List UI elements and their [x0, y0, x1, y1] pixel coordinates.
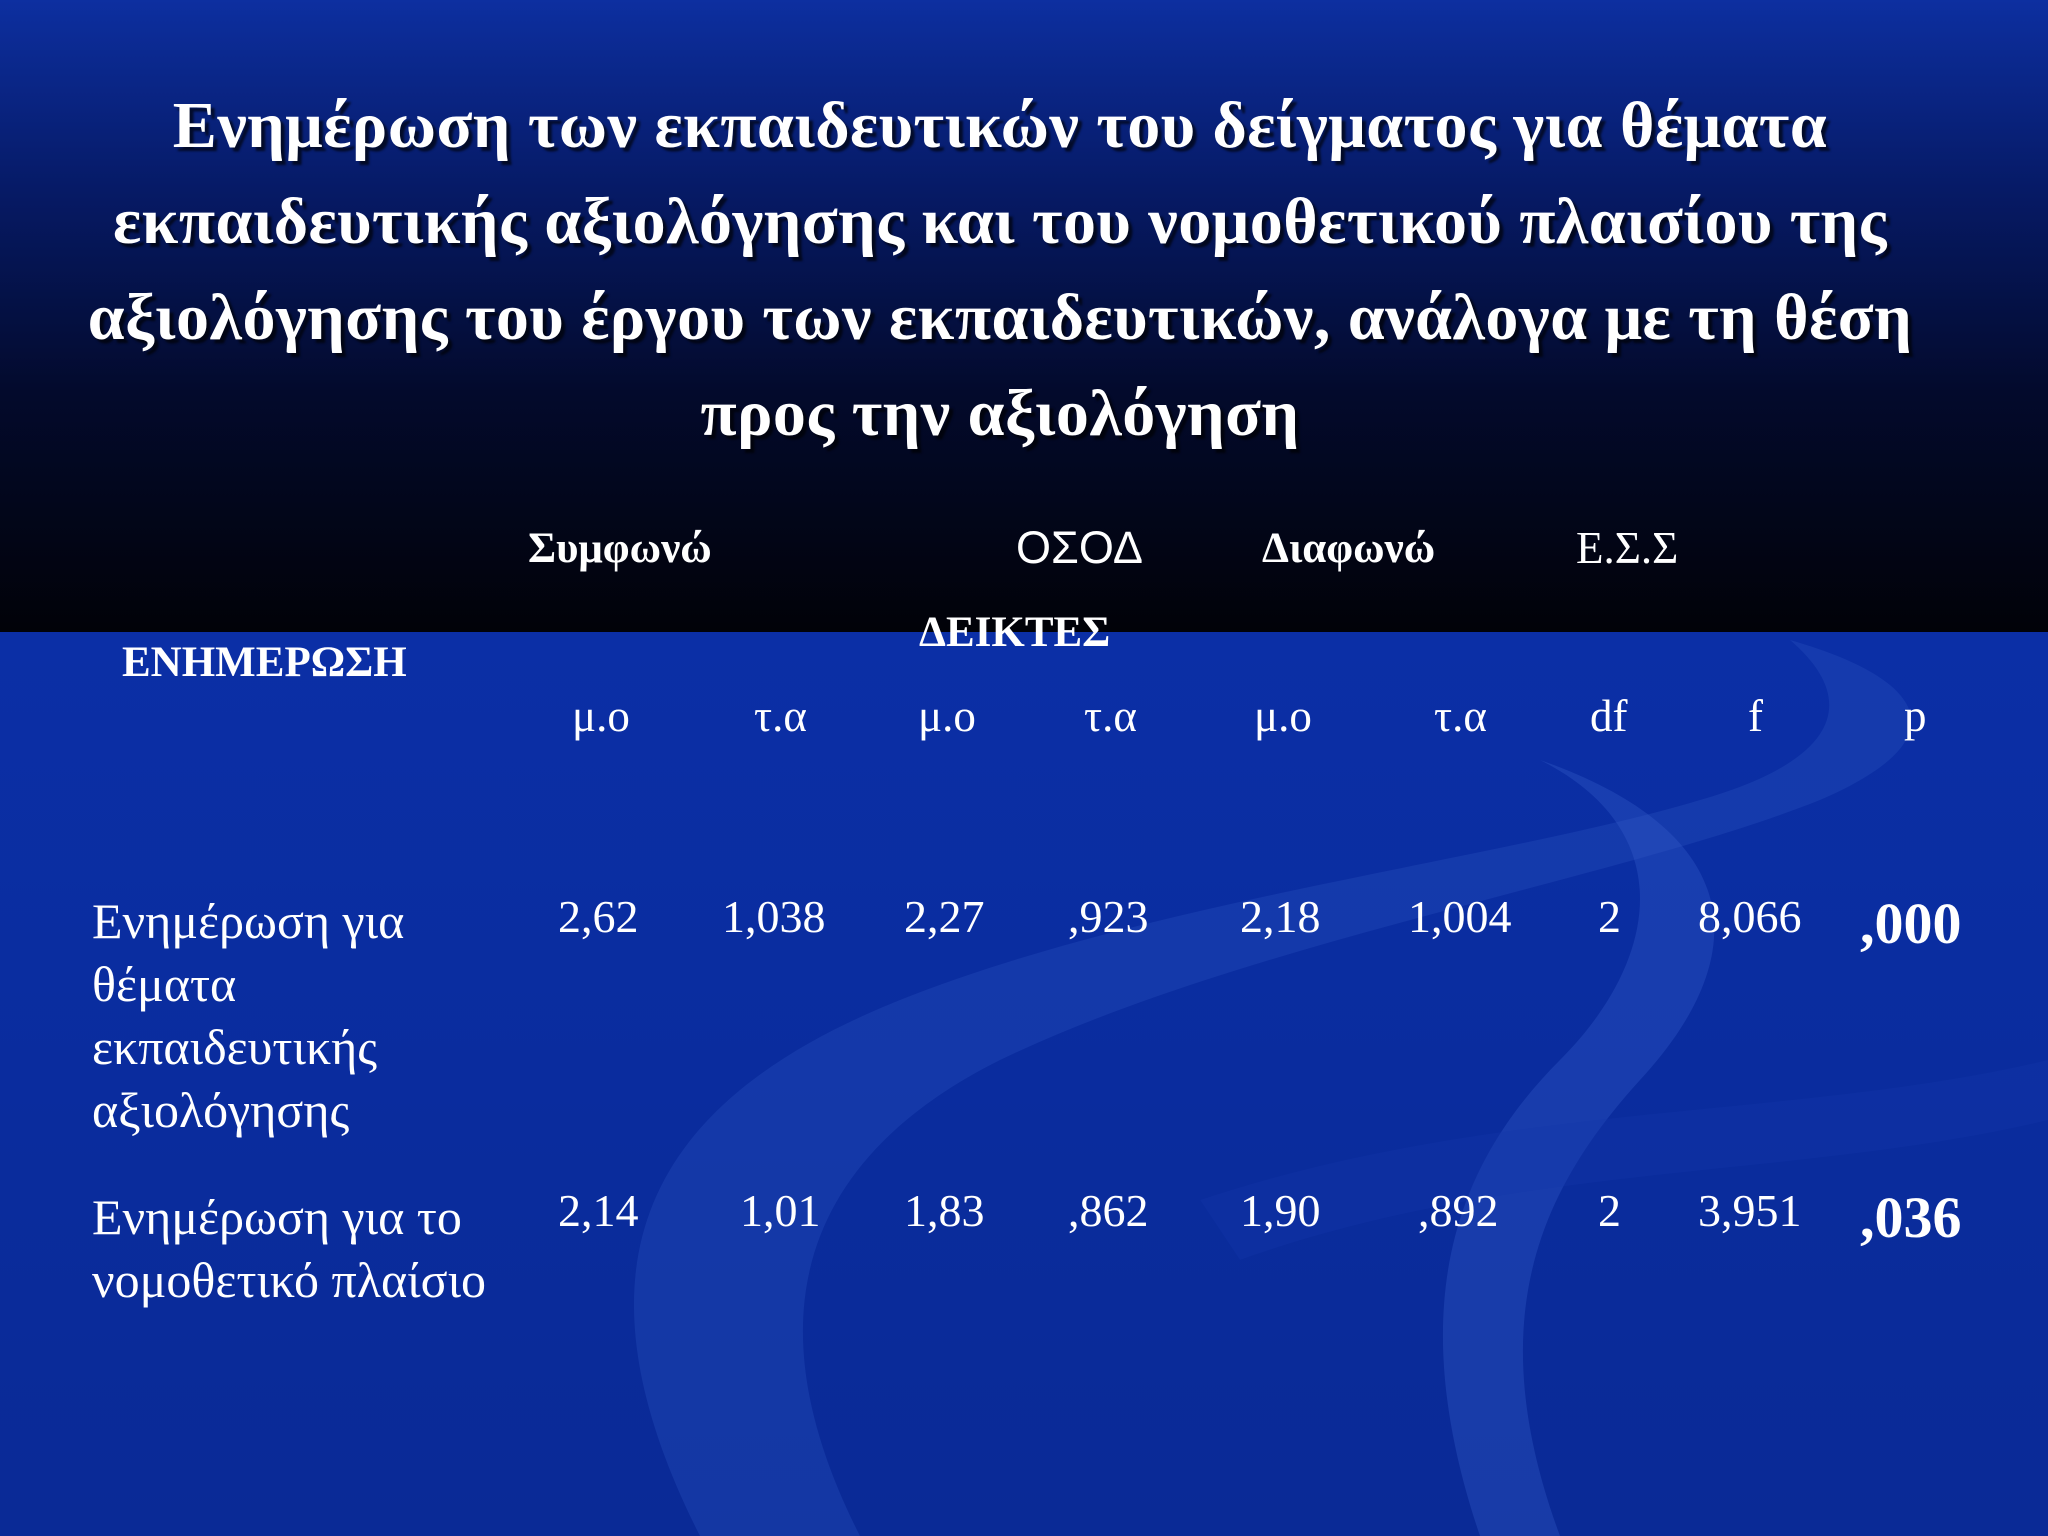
- header-ess: Ε.Σ.Σ: [1576, 523, 1679, 573]
- table-cell: 1,90: [1240, 1185, 1321, 1236]
- p-value: ,036: [1860, 1185, 1962, 1250]
- header-indices: ΔΕΙΚΤΕΣ: [919, 609, 1111, 656]
- row-label-education-evaluation: Ενημέρωση για θέματα εκπαιδευτικής αξιολόγησης: [92, 893, 405, 1138]
- subheader-p: p: [1904, 691, 1927, 741]
- subheader-sd-neutral: τ.α: [1084, 691, 1137, 741]
- table-cell: ,862: [1068, 1185, 1149, 1236]
- table-cell: 3,951: [1698, 1185, 1802, 1236]
- subheader-sd-agree: τ.α: [754, 691, 807, 741]
- header-agree: Συμφωνώ: [528, 525, 712, 572]
- table-cell: 2,18: [1240, 891, 1321, 942]
- table-cell: 1,004: [1408, 891, 1512, 942]
- row-label-legal-framework: Ενημέρωση για το νομοθετικό πλαίσιο: [92, 1189, 487, 1308]
- p-value: ,000: [1860, 891, 1962, 956]
- table-cell: 1,83: [904, 1185, 985, 1236]
- table-cell: ,892: [1418, 1185, 1499, 1236]
- table-cell: 2,62: [558, 891, 639, 942]
- table-cell: 1,038: [722, 891, 826, 942]
- header-disagree: Διαφωνώ: [1262, 525, 1436, 572]
- table-cell: 2,14: [558, 1185, 639, 1236]
- table-cell: 2: [1598, 1185, 1621, 1236]
- subheader-sd-disagree: τ.α: [1434, 691, 1487, 741]
- subheader-mean-neutral: μ.ο: [918, 691, 976, 741]
- table-cell: 2: [1598, 891, 1621, 942]
- subheader-df: df: [1590, 691, 1628, 741]
- table-cell: 8,066: [1698, 891, 1802, 942]
- table-cell: 1,01: [740, 1185, 821, 1236]
- table-cell: ,923: [1068, 891, 1149, 942]
- subheader-f: f: [1748, 691, 1763, 741]
- subheader-mean-agree: μ.ο: [572, 691, 630, 741]
- slide-title: Ενημέρωση των εκπαιδευτικών του δείγματος για θέματα εκπαιδευτικής αξιολόγησης και του νομοθετικού πλαισίου της αξιολόγησης του έργου των εκπαιδευτικών, ανάλογα με τη θέση προς την αξιολόγηση: [87, 89, 1913, 450]
- row-header: ΕΝΗΜΕΡΩΣΗ: [122, 639, 407, 686]
- subheader-mean-disagree: μ.ο: [1254, 691, 1312, 741]
- header-neutral: ΟΣΟΔ: [1016, 522, 1143, 573]
- table-cell: 2,27: [904, 891, 985, 942]
